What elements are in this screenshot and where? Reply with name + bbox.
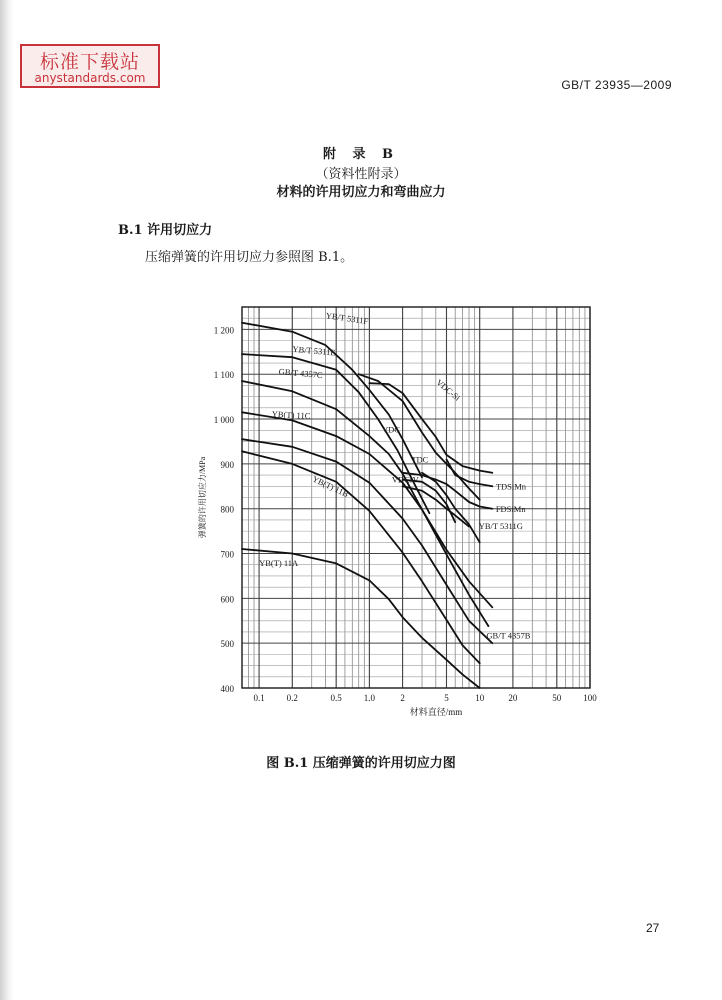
- watermark-url: anystandards.com: [34, 71, 146, 85]
- series-label: YB(T) 11B: [310, 473, 351, 500]
- y-tick-label: 600: [220, 594, 234, 605]
- y-tick-label: 400: [220, 684, 234, 694]
- annex-title: 材料的许用切应力和弯曲应力: [276, 185, 446, 200]
- x-tick-label: 0.1: [253, 693, 265, 703]
- series-label: GB/T 4357B: [486, 630, 531, 641]
- y-tick-label: 900: [220, 459, 234, 470]
- page-number: 27: [646, 921, 660, 935]
- x-tick-label: 50: [552, 693, 562, 703]
- series-label: VDC-Si: [434, 377, 463, 403]
- annex-label: 附 录 B: [322, 147, 400, 162]
- series-label: VDCrV: [391, 474, 419, 485]
- y-axis-title: 弹簧的许用切应力/MPa: [198, 456, 207, 539]
- series-label: YB/T 5311E: [292, 343, 337, 358]
- annex-type: （资料性附录）: [315, 167, 407, 182]
- x-tick-label: 0.2: [286, 693, 298, 703]
- y-tick-label: 1 200: [213, 325, 234, 336]
- series-line: [403, 480, 456, 523]
- x-tick-label: 5: [444, 693, 449, 703]
- section-paragraph: 压缩弹簧的许用切应力参照图 B.1。: [145, 250, 354, 265]
- series-line: [242, 439, 492, 643]
- watermark-title: 标准下载站: [39, 51, 140, 73]
- x-tick-label: 0.5: [330, 693, 342, 703]
- y-tick-label: 500: [220, 639, 234, 650]
- series-label: TDC: [411, 454, 429, 465]
- x-tick-label: 20: [508, 693, 518, 703]
- x-tick-label: 2: [400, 693, 405, 703]
- x-axis-title: 材料直径/mm: [409, 707, 463, 717]
- series-line: [242, 549, 480, 688]
- series-label: TDSiMn: [495, 481, 527, 492]
- section-heading: B.1 许用切应力: [118, 223, 213, 238]
- series-line: [242, 323, 422, 478]
- series-label: GB/T 4357C: [278, 366, 324, 381]
- series-label: YB/T 5311G: [478, 520, 523, 531]
- y-tick-label: 700: [220, 549, 234, 560]
- figure-caption: 图 B.1 压缩弹簧的许用切应力图: [266, 756, 456, 771]
- series-line: [422, 473, 480, 543]
- x-tick-label: 10: [475, 693, 485, 703]
- series-label: YB/T 5311F: [325, 310, 369, 327]
- series-label: YB(T) 11A: [259, 558, 299, 569]
- series-label: FDSiMn: [495, 503, 526, 514]
- x-tick-label: 100: [583, 693, 597, 703]
- series-label: VDC: [381, 424, 400, 435]
- x-tick-label: 1.0: [363, 693, 376, 703]
- y-tick-label: 800: [220, 504, 234, 515]
- standard-number: GB/T 23935—2009: [561, 78, 672, 92]
- y-tick-label: 1 100: [213, 370, 234, 381]
- series-label: YB(T) 11C: [271, 408, 311, 421]
- y-tick-label: 1 000: [213, 415, 234, 426]
